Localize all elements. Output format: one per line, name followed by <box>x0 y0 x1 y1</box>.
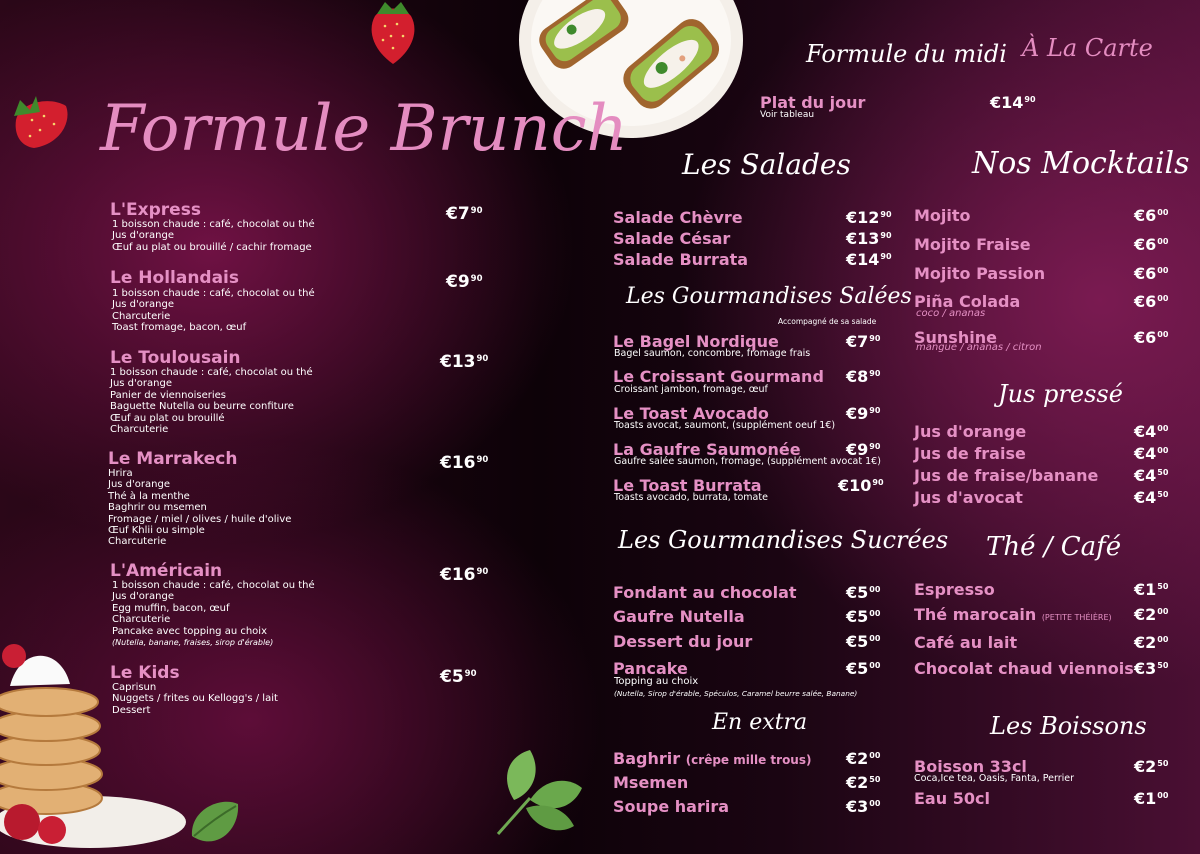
brunch-hollandais-name: Le Hollandais <box>110 268 240 288</box>
brunch-americain-desc: 1 boisson chaude : café, chocolat ou thé Jus d'orange Egg muffin, bacon, œuf Charcuterie Pancake avec topping au choix (Nutella, banane, fraises, sirop d'érable) <box>112 580 315 648</box>
mocktail-pina-colada-price: $€6^{00}$ <box>1134 292 1169 311</box>
midi-price: $€14^{90}$ <box>990 93 1036 112</box>
mocktail-mojito-passion-name: Mojito Passion <box>914 264 1046 283</box>
brunch-americain-name: L'Américain <box>110 561 223 581</box>
brunch-marrakech-name: Le Marrakech <box>108 449 238 469</box>
sucree-dessert-name: Dessert du jour <box>613 632 753 651</box>
cafe-chocolat-price: $€3^{50}$ <box>1134 659 1169 678</box>
salee-croissant-desc: Croissant jambon, fromage, œuf <box>614 384 768 395</box>
brunch-hollandais-price: $€9^{90}$ <box>446 272 483 292</box>
brunch-express-desc: 1 boisson chaude : café, chocolat ou thé Jus d'orange Œuf au plat ou brouillé / cachir fromage <box>112 219 315 253</box>
salades-heading: Les Salades <box>682 148 851 181</box>
brunch-toulousain-desc: 1 boisson chaude : café, chocolat ou thé Jus d'orange Panier de viennoiseries Baguette Nutella ou beurre confiture Œuf au plat ou brouillé Charcuterie <box>110 367 313 436</box>
sucree-dessert-price: $€5^{00}$ <box>846 632 881 651</box>
mocktail-sunshine-sub: mangue / ananas / citron <box>916 342 1042 353</box>
extra-msemen-price: $€2^{50}$ <box>846 773 881 792</box>
salee-toast-avocado-desc: Toasts avocat, saumont, (supplément oeuf 1€) <box>614 420 836 431</box>
brunch-americain-price: $€16^{90}$ <box>440 565 489 585</box>
salade-cesar-price: $€13^{90}$ <box>846 229 892 248</box>
sucree-pancake-name: Pancake <box>613 659 688 678</box>
extra-msemen-name: Msemen <box>613 773 689 792</box>
boissons-heading: Les Boissons <box>990 712 1147 740</box>
salade-burrata-name: Salade Burrata <box>613 250 749 269</box>
brunch-express-name: L'Express <box>110 200 201 220</box>
mocktail-mojito-name: Mojito <box>914 206 971 225</box>
brunch-marrakech-desc: Hrira Jus d'orange Thé à la menthe Baghrir ou msemen Fromage / miel / olives / huile d'olive Œuf Khlii ou simple Charcuterie <box>108 468 292 548</box>
mocktail-sunshine-price: $€6^{00}$ <box>1134 328 1169 347</box>
jus-fraise-banane-name: Jus de fraise/banane <box>914 466 1099 485</box>
salee-toast-burrata-desc: Toasts avocado, burrata, tomate <box>614 492 768 503</box>
midi-sub: Voir tableau <box>760 110 815 120</box>
extra-heading: En extra <box>712 710 808 735</box>
extra-baghrir-price: $€2^{00}$ <box>846 749 881 768</box>
salee-toast-burrata-price: $€10^{90}$ <box>838 476 884 495</box>
brunch-express-price: $€7^{90}$ <box>446 204 483 224</box>
salees-note: Accompagné de sa salade <box>778 317 877 326</box>
brunch-kids-desc: Caprisun Nuggets / frites ou Kellogg's / lait Dessert <box>112 682 278 716</box>
salade-chevre-price: $€12^{90}$ <box>846 208 892 227</box>
brunch-title: Formule Brunch <box>100 92 628 166</box>
midi-heading: Formule du midi <box>806 40 1007 68</box>
extra-harira-price: $€3^{00}$ <box>846 797 881 816</box>
sucree-pancake-sub: Topping au choix <box>614 676 699 687</box>
brunch-kids-price: $€5^{90}$ <box>440 667 477 687</box>
a-la-carte-heading: À La Carte <box>1022 34 1153 62</box>
salade-cesar-name: Salade César <box>613 229 731 248</box>
boisson-eau-price: $€1^{00}$ <box>1134 789 1169 808</box>
brunch-toulousain-name: Le Toulousain <box>110 348 241 368</box>
brunch-hollandais-desc: 1 boisson chaude : café, chocolat ou thé Jus d'orange Charcuterie Toast fromage, bacon, œuf <box>112 288 315 334</box>
salade-burrata-price: $€14^{90}$ <box>846 250 892 269</box>
mocktail-pina-colada-sub: coco / ananas <box>916 308 986 319</box>
the-cafe-heading: Thé / Café <box>986 532 1122 562</box>
sucree-pancake-price: $€5^{00}$ <box>846 659 881 678</box>
extra-harira-name: Soupe harira <box>613 797 730 816</box>
salee-gaufre-name: La Gaufre Saumonée <box>613 440 801 459</box>
cafe-espresso-price: $€1^{50}$ <box>1134 580 1169 599</box>
salee-toast-avocado-price: $€9^{90}$ <box>846 404 881 423</box>
gourmandises-sucrees-heading: Les Gourmandises Sucrées <box>618 526 949 554</box>
sucree-fondant-name: Fondant au chocolat <box>613 583 797 602</box>
cafe-au-lait-price: $€2^{00}$ <box>1134 633 1169 652</box>
salee-toast-avocado-name: Le Toast Avocado <box>613 404 769 423</box>
salee-croissant-price: $€8^{90}$ <box>846 367 881 386</box>
jus-fraise-name: Jus de fraise <box>914 444 1026 463</box>
mocktail-mojito-price: $€6^{00}$ <box>1134 206 1169 225</box>
cafe-chocolat-name: Chocolat chaud viennois <box>914 659 1134 678</box>
jus-fraise-banane-price: $€4^{50}$ <box>1134 466 1169 485</box>
mocktail-mojito-passion-price: $€6^{00}$ <box>1134 264 1169 283</box>
jus-avocat-name: Jus d'avocat <box>914 488 1023 507</box>
mocktails-heading: Nos Mocktails <box>972 146 1190 181</box>
boisson-eau-name: Eau 50cl <box>914 789 990 808</box>
mocktail-mojito-fraise-price: $€6^{00}$ <box>1134 235 1169 254</box>
sucree-gaufre-name: Gaufre Nutella <box>613 607 745 626</box>
boisson-33cl-price: $€2^{50}$ <box>1134 757 1169 776</box>
salee-bagel-price: $€7^{90}$ <box>846 332 881 351</box>
strawberry-icon <box>365 0 421 66</box>
jus-orange-name: Jus d'orange <box>914 422 1027 441</box>
pancake-stack-icon <box>0 626 190 854</box>
jus-heading: Jus pressé <box>998 380 1123 408</box>
salee-croissant-name: Le Croissant Gourmand <box>613 367 824 386</box>
salee-gaufre-desc: Gaufre salée saumon, fromage, (supplément avocat 1€) <box>614 456 881 467</box>
cafe-the-marocain-price: $€2^{00}$ <box>1134 605 1169 624</box>
cafe-au-lait-name: Café au lait <box>914 633 1018 652</box>
boisson-33cl-name: Boisson 33cl <box>914 757 1027 776</box>
jus-orange-price: $€4^{00}$ <box>1134 422 1169 441</box>
boisson-33cl-desc: Coca,Ice tea, Oasis, Fanta, Perrier <box>914 773 1074 784</box>
salee-gaufre-price: $€9^{90}$ <box>846 440 881 459</box>
brunch-kids-name: Le Kids <box>110 663 180 683</box>
gourmandises-salees-heading: Les Gourmandises Salées <box>626 284 912 309</box>
cafe-the-marocain-name: Thé marocain (PETITE THÉIÈRE) <box>914 605 1112 624</box>
cafe-espresso-name: Espresso <box>914 580 995 599</box>
sucree-gaufre-price: $€5^{00}$ <box>846 607 881 626</box>
sucree-pancake-note: (Nutella, Sirop d'érable, Spéculos, Caramel beurre salée, Banane) <box>614 689 858 698</box>
mocktail-mojito-fraise-name: Mojito Fraise <box>914 235 1031 254</box>
strawberry-icon <box>10 92 72 150</box>
sucree-fondant-price: $€5^{00}$ <box>846 583 881 602</box>
brunch-marrakech-price: $€16^{90}$ <box>440 453 489 473</box>
salee-toast-burrata-name: Le Toast Burrata <box>613 476 762 495</box>
brunch-toulousain-price: $€13^{90}$ <box>440 352 489 372</box>
mocktail-sunshine-name: Sunshine <box>914 328 997 347</box>
mocktail-pina-colada-name: Piña Colada <box>914 292 1021 311</box>
salade-chevre-name: Salade Chèvre <box>613 208 743 227</box>
midi-name: Plat du jour <box>760 93 866 112</box>
salee-bagel-desc: Bagel saumon, concombre, fromage frais <box>614 348 811 359</box>
salee-bagel-name: Le Bagel Nordique <box>613 332 779 351</box>
mint-leaf-icon <box>490 748 586 842</box>
mint-leaf-icon <box>186 796 242 854</box>
jus-avocat-price: $€4^{50}$ <box>1134 488 1169 507</box>
jus-fraise-price: $€4^{00}$ <box>1134 444 1169 463</box>
extra-baghrir-name: Baghrir (crêpe mille trous) <box>613 749 812 768</box>
